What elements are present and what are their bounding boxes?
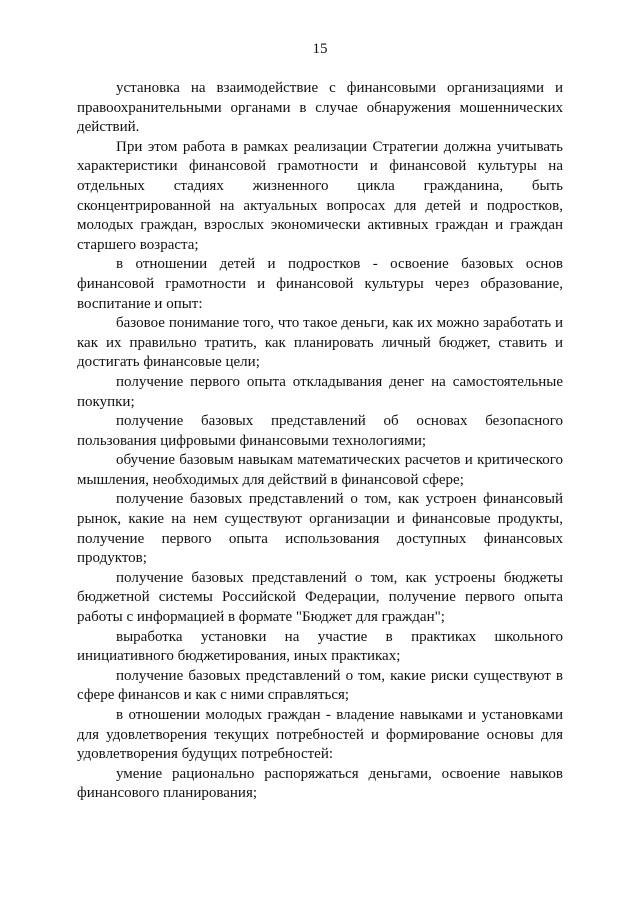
paragraph: получение базовых представлений о том, как устроен финансовый рынок, какие на нем существуют организации и финансовые продукты, получение первого опыта использования доступных финансовых продуктов; (77, 491, 563, 567)
paragraph: получение первого опыта откладывания денег на самостоятельные покупки; (77, 373, 563, 410)
page-number: 15 (312, 41, 328, 57)
paragraph: получение базовых представлений о том, как устроены бюджеты бюджетной системы Российской Федерации, получение первого опыта работы с информацией в формате "Бюджет для граждан"; (77, 569, 563, 626)
paragraph: получение базовых представлений о том, какие риски существуют в сфере финансов и как с ними справляться; (77, 667, 563, 704)
paragraph: в отношении молодых граждан - владение навыками и установками для удовлетворения текущих потребностей и формирование основы для удовлетворения будущих потребностей: (77, 707, 563, 763)
paragraph: выработка установки на участие в практиках школьного инициативного бюджетирования, иных практиках; (77, 628, 563, 665)
paragraph: обучение базовым навыкам математических расчетов и критического мышления, необходимых для действий в финансовой сфере; (77, 452, 563, 488)
paragraph: При этом работа в рамках реализации Стратегии должна учитывать характеристики финансовой грамотности и финансовой культуры на отдельных стадиях жизненного цикла гражданина, быть сконцентрированной на актуальных вопросах для детей и подростков, молодых граждан, взрослых экономически активных граждан и граждан старшего возраста; (77, 138, 563, 253)
paragraph: получение базовых представлений об основах безопасного пользования цифровыми финансовыми технологиями; (77, 413, 563, 449)
paragraph: умение рационально распоряжаться деньгами, освоение навыков финансового планирования; (77, 765, 563, 802)
paragraph: базовое понимание того, что такое деньги, как их можно заработать и как их правильно тратить, как планировать личный бюджет, ставить и достигать финансовые цели; (77, 315, 563, 371)
paragraph: установка на взаимодействие с финансовыми организациями и правоохранительными органами в случае обнаружения мошеннических действий. (77, 80, 563, 136)
document-body (77, 79, 563, 804)
paragraph: в отношении детей и подростков - освоение базовых основ финансовой грамотности и финансовой культуры через образование, воспитание и опыт: (77, 256, 563, 312)
